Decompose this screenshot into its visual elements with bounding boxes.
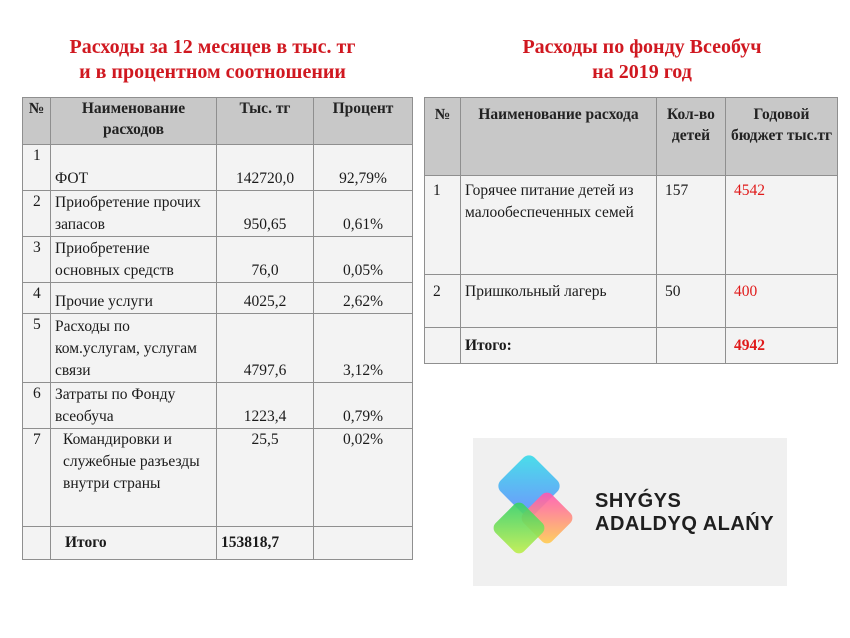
- total-num: [425, 328, 461, 364]
- logo-mark-icon: [487, 452, 587, 572]
- row-num: 2: [425, 275, 461, 328]
- header-num: №: [425, 98, 461, 176]
- row-percent: 3,12%: [314, 314, 413, 383]
- header-budget: Годовой бюджет тыс.тг: [726, 98, 838, 176]
- total-label: Итого:: [461, 328, 657, 364]
- right-title: [452, 35, 832, 85]
- row-num: 5: [23, 314, 51, 383]
- row-count: 50: [657, 275, 726, 328]
- row-value: 142720,0: [217, 145, 314, 191]
- row-name: Расходы по ком.услугам, услугам связи: [51, 314, 217, 383]
- row-name: Приобретение основных средств: [51, 237, 217, 283]
- row-num: 1: [425, 176, 461, 275]
- row-name: ФОТ: [51, 145, 217, 191]
- table-row: [23, 283, 413, 314]
- row-name: Пришкольный лагерь: [461, 275, 657, 328]
- row-percent: 2,62%: [314, 283, 413, 314]
- header-name: Наименование расхода: [461, 98, 657, 176]
- row-budget: 400: [726, 275, 838, 328]
- table-row: [23, 314, 413, 383]
- total-row: [425, 328, 838, 364]
- total-budget: 4942: [726, 328, 838, 364]
- right-title-line-1: Расходы по фонду Всеобуч: [522, 36, 762, 58]
- logo-text-line-2: ADALDYQ ALAŃY: [595, 513, 775, 535]
- table-row: [425, 275, 838, 328]
- table-row: [23, 383, 413, 429]
- row-count: 157: [657, 176, 726, 275]
- total-num: [23, 527, 51, 560]
- row-value: 25,5: [217, 429, 314, 527]
- table-row: [23, 429, 413, 527]
- right-title-line-2: на 2019 год: [592, 61, 692, 83]
- logo-card: [473, 438, 787, 586]
- table-row: [23, 145, 413, 191]
- row-percent: 0,61%: [314, 191, 413, 237]
- header-num: №: [23, 98, 51, 145]
- left-title: [20, 35, 405, 85]
- table-row: [23, 237, 413, 283]
- header-value: Тыс. тг: [217, 98, 314, 145]
- row-value: 4797,6: [217, 314, 314, 383]
- logo-text-line-1: SHYǴYS: [595, 490, 682, 512]
- row-value: 1223,4: [217, 383, 314, 429]
- total-value: 153818,7: [217, 527, 314, 560]
- total-count: [657, 328, 726, 364]
- row-value: 4025,2: [217, 283, 314, 314]
- row-num: 7: [23, 429, 51, 527]
- row-num: 4: [23, 283, 51, 314]
- row-name: Затраты по Фонду всеобуча: [51, 383, 217, 429]
- table-row: [425, 176, 838, 275]
- row-name: Командировки и служебные разъезды внутри страны: [51, 429, 217, 527]
- left-title-line-1: Расходы за 12 месяцев в тыс. тг: [69, 36, 356, 58]
- row-num: 3: [23, 237, 51, 283]
- row-budget: 4542: [726, 176, 838, 275]
- expenses-table: [22, 97, 413, 560]
- total-row: [23, 527, 413, 560]
- row-percent: 92,79%: [314, 145, 413, 191]
- row-name: Горячее питание детей из малообеспеченных семей: [461, 176, 657, 275]
- row-percent: 0,79%: [314, 383, 413, 429]
- left-title-line-2: и в процентном соотношении: [79, 61, 346, 83]
- row-value: 76,0: [217, 237, 314, 283]
- header-count: Кол-во детей: [657, 98, 726, 176]
- row-name: Приобретение прочих запасов: [51, 191, 217, 237]
- header-name: Наименование расходов: [51, 98, 217, 145]
- row-percent: 0,02%: [314, 429, 413, 527]
- header-row: [425, 98, 838, 176]
- table-row: [23, 191, 413, 237]
- total-percent: [314, 527, 413, 560]
- header-row: [23, 98, 413, 145]
- row-num: 6: [23, 383, 51, 429]
- row-name: Прочие услуги: [51, 283, 217, 314]
- row-num: 1: [23, 145, 51, 191]
- total-label: Итого: [51, 527, 217, 560]
- row-value: 950,65: [217, 191, 314, 237]
- header-percent: Процент: [314, 98, 413, 145]
- row-num: 2: [23, 191, 51, 237]
- vseobuch-table: [424, 97, 838, 364]
- row-percent: 0,05%: [314, 237, 413, 283]
